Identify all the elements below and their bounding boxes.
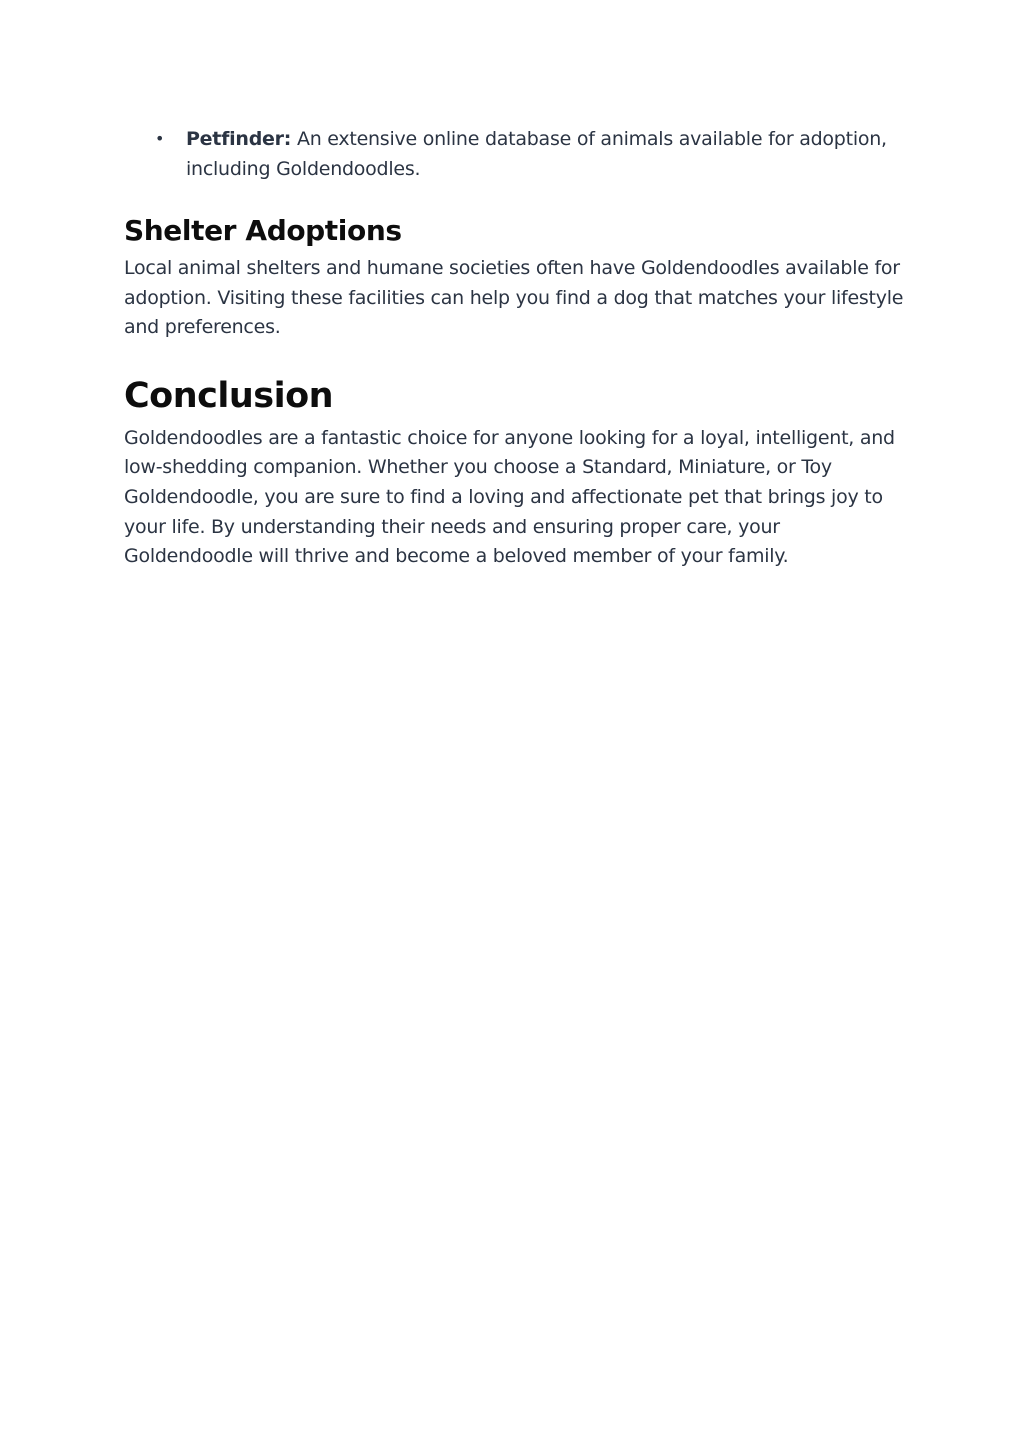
conclusion-paragraph: Goldendoodles are a fantastic choice for anyone looking for a loyal, intelligent, and low-shedding companion. Whether you choose a Standard, Miniature, or Toy Goldendoodle, you are sure to find a loving and affectionate pet that brings joy to your life. By understanding their needs and ensuring proper care, your Goldendoodle will thrive and become a beloved member of your family. (124, 426, 895, 568)
bullet-icon: • (155, 129, 165, 148)
shelter-adoptions-section (124, 211, 914, 343)
conclusion-heading: Conclusion (124, 375, 334, 416)
resource-name: Petfinder: (186, 128, 292, 150)
section-paragraph: Local animal shelters and humane societies often have Goldendoodles available for adoption. Visiting these facilities can help you find a dog that matches your lifestyle and preferences. (124, 257, 904, 339)
list-item (155, 124, 914, 184)
resource-description: An extensive online database of animals available for adoption, including Goldendoodles. (186, 128, 887, 180)
document-page (124, 124, 914, 572)
resource-list (124, 124, 914, 184)
conclusion-section (124, 371, 914, 572)
section-heading: Shelter Adoptions (124, 214, 402, 247)
